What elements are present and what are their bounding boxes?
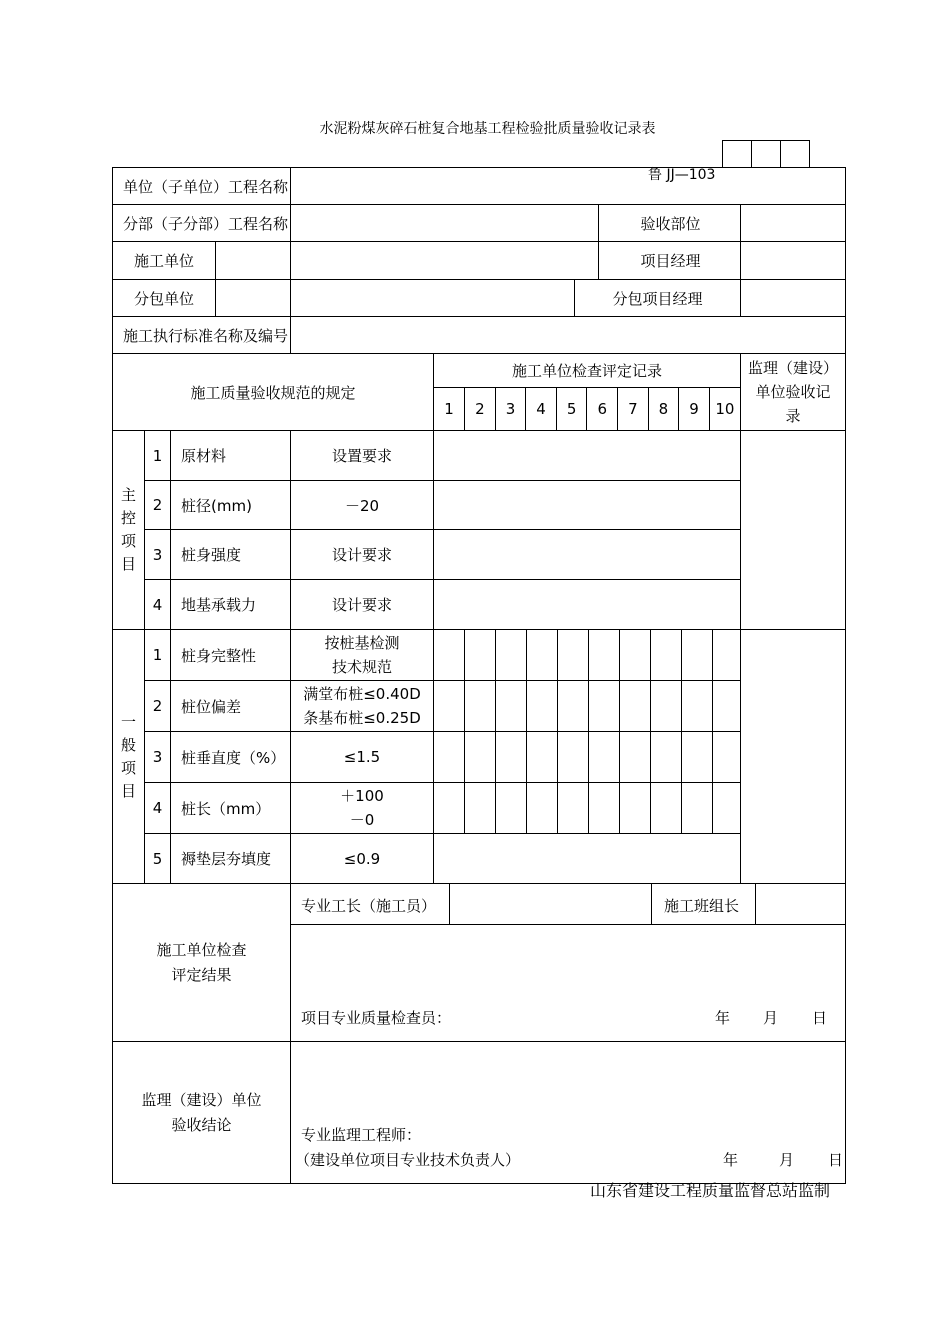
main-item-req: －20	[291, 481, 434, 530]
main-item-record[interactable]	[434, 580, 741, 630]
check-number-4: 4	[526, 387, 557, 430]
general-item-no: 1	[145, 630, 171, 681]
general-item-name: 褥垫层夯填度	[171, 834, 291, 884]
check-cell[interactable]	[713, 732, 741, 782]
check-number-2: 2	[465, 387, 496, 430]
general-item-req: 按桩基检测 技术规范	[291, 630, 434, 681]
check-cell[interactable]	[496, 630, 527, 680]
check-cell[interactable]	[651, 732, 682, 782]
main-supervision-cell[interactable]	[741, 431, 846, 630]
engineer-label: 专业监理工程师：	[301, 1126, 422, 1144]
general-item-name: 桩长（mm）	[171, 783, 291, 834]
construction-unit-value[interactable]	[216, 242, 291, 279]
check-number-1: 1	[444, 399, 454, 418]
check-cell[interactable]	[527, 732, 558, 782]
main-item-name: 原材料	[171, 431, 291, 481]
check-number-8: 8	[648, 387, 679, 430]
foreman-label: 专业工长（施工员）	[301, 897, 437, 915]
check-cell[interactable]	[589, 630, 620, 680]
general-item-no: 5	[145, 834, 171, 884]
subcontract-pm-value[interactable]	[741, 280, 846, 317]
month-label: 月	[763, 1009, 779, 1027]
main-control-label: 主 控 项 目	[113, 431, 145, 630]
general-item-name: 桩垂直度（%）	[171, 732, 291, 783]
general-supervision-cell[interactable]	[741, 630, 846, 884]
general-item-req: ≤1.5	[291, 732, 434, 783]
main-item-no: 4	[145, 580, 171, 630]
check-cell[interactable]	[589, 681, 620, 731]
sup-day-label: 日	[828, 1151, 844, 1169]
main-item-req: 设计要求	[291, 530, 434, 580]
subcontract-unit-value[interactable]	[216, 280, 291, 316]
team-leader-label: 施工班组长	[664, 897, 740, 915]
main-item-record[interactable]	[434, 431, 741, 481]
check-cell[interactable]	[620, 783, 651, 833]
check-number-9: 9	[679, 387, 710, 430]
check-cell[interactable]	[651, 681, 682, 731]
general-item-no: 4	[145, 783, 171, 834]
main-item-name: 地基承载力	[171, 580, 291, 630]
division-project-name-label: 分部（子分部）工程名称	[113, 205, 291, 242]
check-cell[interactable]	[620, 630, 651, 680]
check-cell[interactable]	[496, 783, 527, 833]
form-title: 水泥粉煤灰碎石桩复合地基工程检验批质量验收记录表	[319, 121, 656, 137]
check-number-7: 7	[618, 387, 649, 430]
check-cell[interactable]	[620, 732, 651, 782]
project-manager-value[interactable]	[741, 242, 846, 280]
code-boxes	[722, 140, 810, 168]
general-item-req: ≤0.9	[291, 834, 434, 884]
main-item-name: 桩径(mm)	[171, 481, 291, 530]
form-code: 鲁 JJ—103	[648, 167, 716, 183]
check-cell[interactable]	[651, 783, 682, 833]
general-item-req: 满堂布桩≤0.40D 条基布桩≤0.25D	[291, 681, 434, 732]
unit-project-name-label: 单位（子单位）工程名称	[113, 168, 291, 205]
acceptance-location-label: 验收部位	[599, 205, 741, 241]
subcontract-pm-label: 分包项目经理	[575, 280, 741, 316]
check-cell[interactable]	[465, 732, 496, 782]
check-number-5: 5	[556, 387, 587, 430]
general-item-no: 3	[145, 732, 171, 783]
owner-rep-label: （建设单位项目专业技术负责人）	[295, 1151, 521, 1169]
check-cell[interactable]	[589, 783, 620, 833]
year-label: 年	[715, 1009, 731, 1027]
check-number-3: 3	[495, 387, 526, 430]
acceptance-location-value[interactable]	[741, 205, 846, 242]
general-item-record[interactable]	[434, 834, 741, 884]
main-item-req: 设计要求	[291, 580, 434, 630]
unit-project-name-value[interactable]	[291, 168, 846, 205]
main-item-record[interactable]	[434, 481, 741, 530]
supervision-header: 监理（建设） 单位验收记 录	[741, 354, 846, 431]
check-cell[interactable]	[496, 732, 527, 782]
check-cell[interactable]	[496, 681, 527, 731]
main-item-no: 2	[145, 481, 171, 530]
subcontract-unit-value-2[interactable]	[291, 280, 575, 316]
main-item-no: 3	[145, 530, 171, 580]
check-cell[interactable]	[713, 630, 741, 680]
check-cell[interactable]	[558, 630, 589, 680]
sup-year-label: 年	[723, 1151, 739, 1169]
check-cell[interactable]	[434, 732, 465, 782]
check-number-6: 6	[587, 387, 618, 430]
check-cell[interactable]	[527, 630, 558, 680]
check-cell[interactable]	[465, 783, 496, 833]
spec-header: 施工质量验收规范的规定	[113, 354, 434, 431]
check-cell[interactable]	[434, 681, 465, 731]
sup-month-label: 月	[779, 1151, 795, 1169]
project-manager-label: 项目经理	[599, 242, 741, 279]
general-item-grid[interactable]	[434, 732, 741, 783]
inspection-table	[112, 167, 846, 1184]
main-item-name: 桩身强度	[171, 530, 291, 580]
general-item-grid[interactable]	[434, 681, 741, 732]
general-item-no: 2	[145, 681, 171, 732]
standard-name-label: 施工执行标准名称及编号	[113, 317, 291, 354]
check-cell[interactable]	[682, 630, 713, 680]
check-cell[interactable]	[465, 630, 496, 680]
general-label: 一 般 项 目	[113, 630, 145, 884]
check-cell[interactable]	[713, 783, 741, 833]
subcontract-unit-label: 分包单位	[133, 289, 194, 308]
inspector-label: 项目专业质量检查员：	[301, 1009, 452, 1027]
check-cell[interactable]	[682, 681, 713, 731]
check-cell[interactable]	[434, 783, 465, 833]
construction-result-label: 施工单位检查 评定结果	[113, 884, 291, 1042]
check-cell[interactable]	[682, 732, 713, 782]
main-item-no: 1	[145, 431, 171, 481]
check-cell[interactable]	[558, 732, 589, 782]
check-record-header: 施工单位检查评定记录	[434, 354, 740, 387]
supervision-result-label: 监理（建设）单位 验收结论	[113, 1042, 291, 1184]
general-item-req: ＋100 －0	[291, 783, 434, 834]
check-cell[interactable]	[682, 783, 713, 833]
check-cell[interactable]	[558, 783, 589, 833]
construction-unit-label: 施工单位	[133, 252, 194, 270]
standard-name-value[interactable]	[291, 317, 846, 354]
check-cell[interactable]	[527, 783, 558, 833]
main-item-req: 设置要求	[291, 431, 434, 481]
check-cell[interactable]	[620, 681, 651, 731]
check-cell[interactable]	[434, 630, 465, 680]
main-item-record[interactable]	[434, 530, 741, 580]
division-project-name-value[interactable]	[291, 205, 599, 241]
general-item-grid[interactable]	[434, 783, 741, 834]
footer-text: 山东省建设工程质量监督总站监制	[590, 1181, 831, 1200]
check-cell[interactable]	[589, 732, 620, 782]
construction-unit-value-2[interactable]	[291, 242, 599, 279]
check-cell[interactable]	[713, 681, 741, 731]
check-cell[interactable]	[527, 681, 558, 731]
check-cell[interactable]	[465, 681, 496, 731]
check-cell[interactable]	[651, 630, 682, 680]
general-item-name: 桩位偏差	[171, 681, 291, 732]
day-label: 日	[812, 1009, 828, 1027]
check-cell[interactable]	[558, 681, 589, 731]
general-item-name: 桩身完整性	[171, 630, 291, 681]
check-number-10: 10	[709, 387, 740, 430]
general-item-grid[interactable]	[434, 630, 741, 681]
